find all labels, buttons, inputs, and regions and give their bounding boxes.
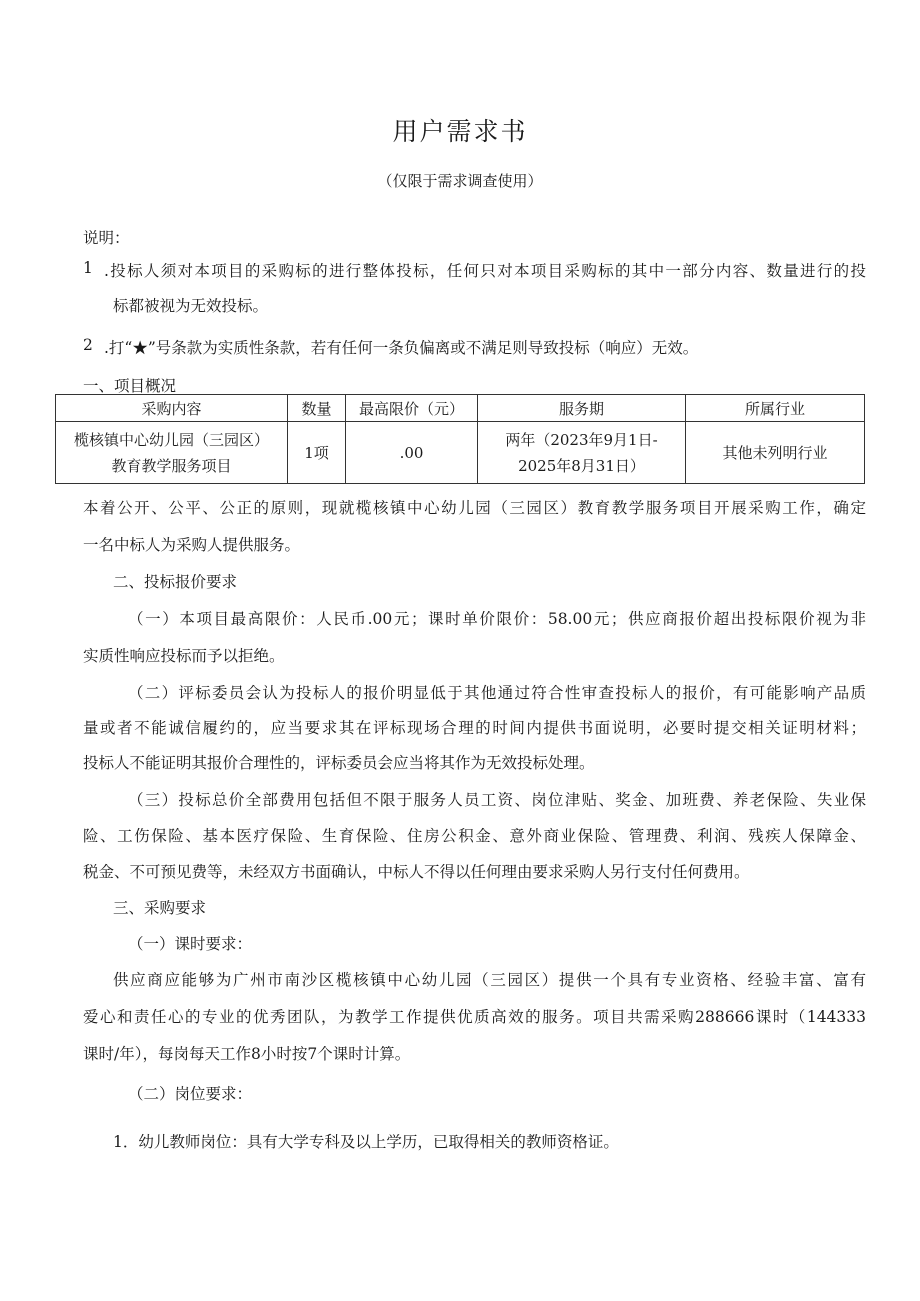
cell-period-line-2: 2025年8月31日） (518, 456, 645, 475)
section-1-para-line-1: 本着公开、公平、公正的原则，现就榄核镇中心幼儿园（三园区）教育教学服务项目开展采购工作，确定 (83, 499, 866, 517)
section-3-sub-2: （二）岗位要求： (128, 1085, 253, 1103)
cell-content (56, 422, 288, 484)
table-header-row (56, 395, 865, 422)
section-2-p1-line-2: 实质性响应投标而予以拒绝。 (83, 647, 285, 665)
page-subtitle: （仅限于需求调查使用） (377, 172, 543, 190)
header-quantity: 数量 (288, 395, 346, 422)
section-2-p2-line-1: （二）评标委员会认为投标人的报价明显低于其他通过符合性审查投标人的报价，有可能影响产品质 (128, 684, 866, 702)
section-2-p3-line-2: 险、工伤保险、基本医疗保险、生育保险、住房公积金、意外商业保险、管理费、利润、残疾人保障金、 (83, 827, 866, 845)
note-1-number: 1 (83, 259, 93, 277)
cell-industry: 其他未列明行业 (686, 422, 865, 484)
section-2-heading: 二、投标报价要求 (113, 573, 238, 591)
section-3-sub-1: （一）课时要求： (128, 935, 253, 953)
section-3-p1-line-1: 供应商应能够为广州市南沙区榄核镇中心幼儿园（三园区）提供一个具有专业资格、经验丰富、富有 (113, 971, 866, 989)
table-row (56, 422, 865, 484)
section-2-p2-line-3: 投标人不能证明其报价合理性的，评标委员会应当将其作为无效投标处理。 (83, 754, 595, 772)
section-2-p3-line-3: 税金、不可预见费等，未经双方书面确认，中标人不得以任何理由要求采购人另行支付任何费用。 (83, 863, 750, 881)
section-2-p3-line-1: （三）投标总价全部费用包括但不限于服务人员工资、岗位津贴、奖金、加班费、养老保险、失业保 (128, 791, 866, 809)
header-max-price: 最高限价（元） (346, 395, 478, 422)
cell-content-line-1: 榄核镇中心幼儿园（三园区） (73, 430, 269, 449)
page-title: 用户需求书 (392, 117, 528, 146)
notes-heading: 说明： (83, 229, 130, 247)
header-period: 服务期 (478, 395, 686, 422)
note-2-number: 2 (83, 336, 93, 354)
cell-period-line-1: 两年（2023年9月1日- (505, 430, 658, 449)
cell-content-line-2: 教育教学服务项目 (111, 456, 232, 475)
section-3-heading: 三、采购要求 (113, 899, 207, 917)
cell-max-price: .00 (346, 422, 478, 484)
section-2-p1-line-1: （一）本项目最高限价：人民币.00元；课时单价限价：58.00元；供应商报价超出投标限价视为非 (128, 610, 866, 628)
cell-period (478, 422, 686, 484)
section-3-item-1: 1．幼儿教师岗位：具有大学专科及以上学历，已取得相关的教师资格证。 (113, 1133, 619, 1151)
header-content: 采购内容 (56, 395, 288, 422)
note-2-text: .打“★”号条款为实质性条款，若有任何一条负偏离或不满足则导致投标（响应）无效。 (104, 339, 699, 357)
section-1-heading: 一、项目概况 (83, 377, 177, 395)
section-2-p2-line-2: 量或者不能诚信履约的，应当要求其在评标现场合理的时间内提供书面说明，必要时提交相关证明材料； (83, 719, 866, 737)
project-overview-table (55, 394, 865, 484)
cell-quantity: 1项 (288, 422, 346, 484)
note-1-line-1: .投标人须对本项目的采购标的进行整体投标，任何只对本项目采购标的其中一部分内容、数量进行的投 (104, 262, 866, 280)
section-3-p1-line-3: 课时/年），每岗每天工作8小时按7个课时计算。 (83, 1045, 411, 1063)
header-industry: 所属行业 (686, 395, 865, 422)
note-1-line-2: 标都被视为无效投标。 (113, 297, 269, 315)
section-1-para-line-2: 一名中标人为采购人提供服务。 (83, 536, 301, 554)
section-3-p1-line-2: 爱心和责任心的专业的优秀团队，为教学工作提供优质高效的服务。项目共需采购288666课时（144333 (83, 1008, 866, 1026)
